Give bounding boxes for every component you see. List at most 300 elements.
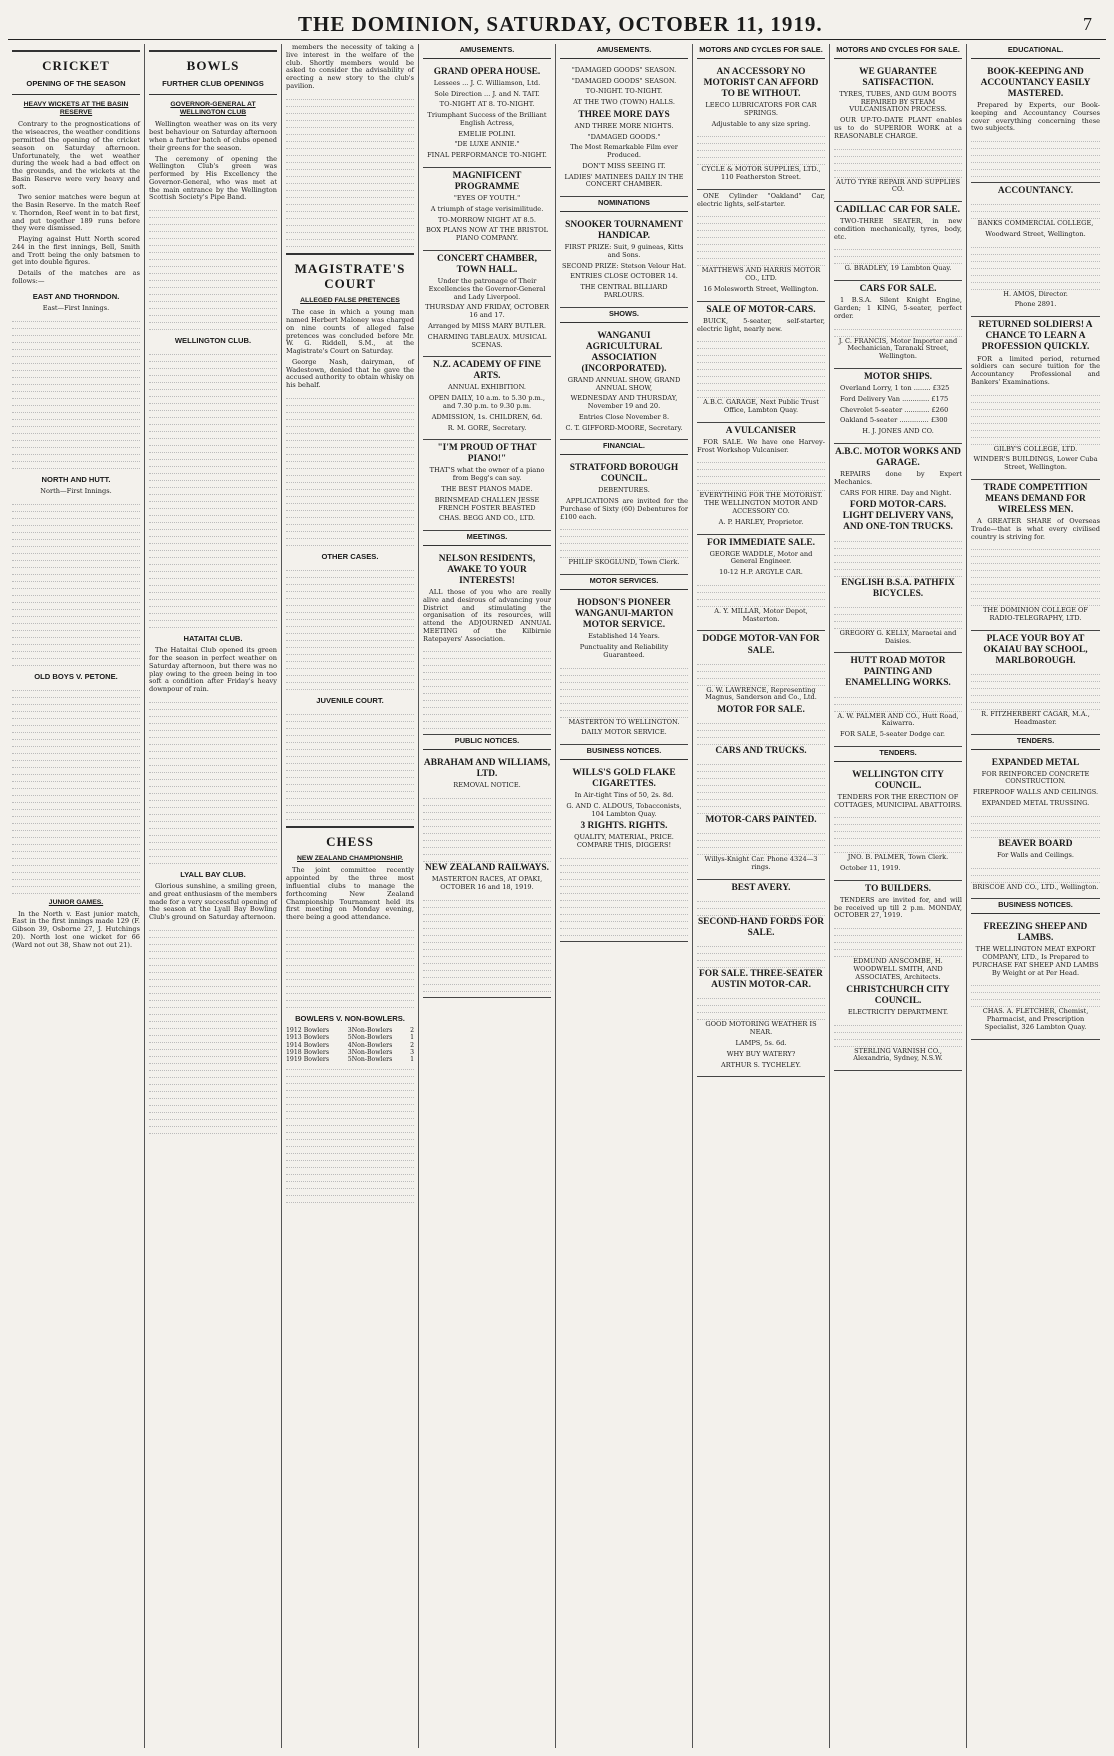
advertisement — [697, 423, 825, 535]
ad-line: 10-12 H.P. ARGYLE CAR. — [719, 568, 803, 577]
ad-title: MOTOR-CARS PAINTED. — [705, 815, 817, 826]
ad-line: Sole Direction ... J. and N. TAIT. — [434, 89, 540, 98]
ad-title: BOOK-KEEPING AND ACCOUNTANCY EASILY MASTERED. — [980, 66, 1091, 99]
ad-line: PHILIP SKOGLUND, Town Clerk. — [568, 558, 680, 567]
ad-line: J. C. FRANCIS, Motor Importer and Mechanician, Taranaki Street, Wellington. — [838, 336, 958, 361]
ad-line: H. J. JONES AND CO. — [862, 427, 934, 436]
ad-line: FINAL PERFORMANCE TO-NIGHT. — [427, 151, 547, 160]
ad-line: CARS FOR HIRE. Day and Night. — [840, 488, 952, 497]
ad-line: AT THE TWO (TOWN) HALLS. — [573, 98, 675, 107]
ad-line: A GREATER SHARE of Overseas Trade—that is what every civilised country is striving for. — [971, 517, 1100, 541]
column-amusements-2 — [556, 44, 693, 1748]
ad-line: A. P. HARLEY, Proprietor. — [718, 517, 804, 526]
table-cell: Non-Bowlers — [351, 1056, 393, 1064]
ad-title: SNOOKER TOURNAMENT HANDICAP. — [565, 219, 683, 242]
divider — [286, 826, 414, 828]
ad-body — [697, 759, 825, 814]
advertisement — [834, 881, 962, 1071]
column-header: MOTORS AND CYCLES FOR SALE. — [697, 44, 825, 59]
column-header: AMUSEMENTS. — [560, 44, 688, 59]
advertisement — [834, 653, 962, 747]
ad-line: WEDNESDAY AND THURSDAY, November 19 and 20. — [570, 394, 678, 411]
table-cell: Non-Bowlers — [351, 1034, 393, 1042]
ad-body — [697, 457, 825, 491]
scorecard — [12, 316, 140, 469]
ad-line: R. M. GORE, Secretary. — [447, 423, 527, 432]
ad-line: A. W. PALMER AND CO., Hutt Road, Kaiwarra. — [837, 711, 959, 728]
table-cell: 3 — [347, 1048, 352, 1056]
article-paragraph: The ceremony of opening the Wellington Club's green was performed by His Excellency the Governor-General, who was met at the main entrance by the Wellington Scottish Society's Pipe Band. — [149, 154, 277, 202]
ad-line: Entries Close November 8. — [578, 412, 670, 421]
ad-line: LADIES' MATINEES DAILY IN THE CONCERT CHAMBER. — [564, 172, 684, 189]
ad-line: CHAS. A. FLETCHER, Chemist, Pharmacist, and Prescription Specialist, 326 Lambton Quay. — [982, 1007, 1089, 1031]
advertisement — [560, 217, 688, 308]
table-cell: 1 — [410, 1056, 414, 1064]
advertisement — [697, 631, 825, 880]
ad-title: DODGE MOTOR-VAN FOR SALE. — [702, 634, 820, 656]
article-body — [286, 709, 414, 820]
subheadline: ALLEGED FALSE PRETENCES — [300, 297, 400, 305]
ad-title: WILLS'S GOLD FLAKE CIGARETTES. — [572, 767, 676, 789]
ad-body — [697, 659, 825, 686]
ad-body — [971, 811, 1100, 838]
ad-line: Phone 2891. — [1014, 300, 1057, 309]
ad-line: Chevrolet 5-seater ............ £260 — [840, 405, 949, 414]
ad-body — [834, 602, 962, 629]
page-number: 7 — [1083, 14, 1092, 34]
ad-line: "DE LUXE ANNIE." — [454, 140, 520, 149]
ad-title: PLACE YOUR BOY AT OKAIAU BAY SCHOOL, MARLBOROUGH. — [983, 633, 1088, 667]
ad-line: REMOVAL NOTICE. — [453, 781, 521, 790]
ad-title: SALE OF MOTOR-CARS. — [706, 304, 816, 315]
ad-body — [834, 536, 962, 577]
advertisement — [423, 64, 551, 168]
advertisement — [971, 317, 1100, 480]
table-cell: 5 — [347, 1034, 352, 1042]
column-motors-1 — [693, 44, 830, 1748]
advertisement — [697, 190, 825, 302]
ad-title: NEW ZEALAND RAILWAYS. — [425, 863, 549, 874]
ad-body — [697, 580, 825, 607]
ad-title: TO BUILDERS. — [865, 883, 931, 894]
ad-title: FREEZING SHEEP AND LAMBS. — [983, 922, 1088, 944]
advertisement — [834, 281, 962, 369]
subheadline: GOVERNOR-GENERAL AT WELLINGTON CLUB — [170, 101, 256, 117]
ad-line: Under the patronage of Their Excellencies the Governor-General and Lady Liverpool. — [428, 277, 546, 301]
ad-line: In Air-tight Tins of 50, 2s. 8d. — [574, 790, 674, 799]
ad-line: Punctuality and Reliability Guaranteed. — [579, 643, 669, 659]
ad-title: BEST AVERY. — [731, 882, 791, 893]
ad-body — [697, 336, 825, 398]
scorecard — [12, 685, 140, 894]
table-row — [286, 1049, 414, 1056]
ad-line: Adjustable to any size spring. — [711, 119, 811, 128]
ad-line: Overland Lorry, 1 ton ........ £325 — [840, 383, 950, 392]
ad-line: OUR UP-TO-DATE PLANT enables us to do SUPERIOR WORK at a REASONABLE CHARGE. — [834, 116, 962, 140]
ad-line: AND THREE MORE NIGHTS. — [574, 121, 674, 130]
headline: FURTHER CLUB OPENINGS — [162, 79, 264, 89]
ad-line: 1 B.S.A. Silent Knight Engine, Garden; 1 KING, 5-seater, perfect order. — [834, 296, 962, 320]
ad-line: DEBENTURES. — [598, 486, 650, 495]
court-subheading: JUVENILE COURT. — [316, 696, 384, 706]
advertisement — [971, 631, 1100, 735]
ad-title: A.B.C. MOTOR WORKS AND GARAGE. — [835, 446, 961, 468]
ad-line: BOX PLANS NOW AT THE BRISTOL PIANO COMPANY. — [425, 226, 549, 243]
match-title: EAST AND THORNDON. — [32, 291, 120, 301]
ad-line: A. Y. MILLAR, Motor Depot, Masterton. — [714, 606, 808, 623]
page-columns — [8, 44, 1106, 1748]
ad-line: MASTERTON TO WELLINGTON. — [568, 717, 680, 726]
ad-line: C. T. GIFFORD-MOORE, Secretary. — [565, 423, 683, 432]
ad-line: EXPANDED METAL TRUSSING. — [981, 798, 1090, 807]
article-paragraph: The Hataitai Club opened its green for the season in perfect weather on Saturday afternoon, but there was no play owing to the green being in too soft a condition after Friday's heavy downpour of rain. — [149, 646, 277, 694]
table-cell: 1913 Bowlers — [286, 1034, 330, 1042]
ad-line: BRINSMEAD CHALLEN JESSE FRENCH FOSTER BEASTED — [434, 495, 540, 512]
ad-title: CARS AND TRUCKS. — [715, 746, 807, 757]
ad-line: ARTHUR S. TYCHELEY. — [721, 1060, 801, 1069]
ad-title: CARS FOR SALE. — [859, 284, 937, 295]
ad-body — [971, 863, 1100, 883]
advertisement — [697, 64, 825, 190]
ad-line: GILBY'S COLLEGE, LTD. — [993, 444, 1078, 453]
article-paragraph: Details of the matches are as follows:— — [12, 269, 140, 286]
divider — [286, 253, 414, 255]
advertisement — [971, 480, 1100, 631]
ad-body — [834, 324, 962, 337]
scorecard — [12, 499, 140, 666]
subheadline: HEAVY WICKETS AT THE BASIN RESERVE — [23, 101, 129, 117]
column-header: TENDERS. — [834, 747, 962, 762]
column-bowls — [145, 44, 282, 1748]
ad-title: HUTT ROAD MOTOR PAINTING AND ENAMELLING WORKS. — [845, 656, 951, 689]
ad-line: CHARMING TABLEAUX. MUSICAL SCENAS. — [427, 332, 547, 349]
ad-body — [560, 524, 688, 558]
advertisement — [971, 755, 1100, 900]
article-paragraph: George Nash, dairyman, of Wadestown, denied that he gave the accused authority to obtain whisky on his behalf. — [286, 357, 414, 390]
ad-body — [697, 896, 825, 916]
ad-title: ENGLISH B.S.A. PATHFIX BICYCLES. — [841, 577, 955, 599]
ad-title: AN ACCESSORY NO MOTORIST CAN AFFORD TO BE WITHOUT. — [703, 66, 819, 99]
article-body — [286, 94, 414, 247]
ad-body — [971, 669, 1100, 710]
column-header: TENDERS. — [971, 735, 1100, 750]
ad-line: DON'T MISS SEEING IT. — [582, 161, 666, 170]
ad-title: SECOND-HAND FORDS FOR SALE. — [697, 917, 825, 939]
divider — [149, 50, 277, 52]
article-paragraph: Two senior matches were begun at the Basin Reserve. In the match Reef v. Thorndon, Reef went in to bat first, and put together 189 runs before they were dismissed. — [12, 193, 140, 233]
table-row — [286, 1034, 414, 1041]
table-cell: Non-Bowlers — [351, 1041, 393, 1049]
ad-line: ELECTRICITY DEPARTMENT. — [847, 1007, 949, 1016]
ad-line: October 11, 1919. — [840, 864, 901, 873]
advertisement — [834, 444, 962, 653]
ad-line: G. W. LAWRENCE, Representing Magnus, Sanderson and Co., Ltd. — [705, 685, 817, 702]
column-amusements-1 — [419, 44, 556, 1748]
ad-line: TENDERS FOR THE ERECTION OF COTTAGES, MUNICIPAL ABATTOIRS. — [834, 792, 963, 809]
column-header: FINANCIAL. — [560, 440, 688, 455]
section-title-bowls: BOWLS — [186, 58, 240, 73]
ad-line: CHAS. BEGG AND CO., LTD. — [439, 514, 535, 523]
divider — [12, 94, 140, 95]
ad-line: R. FITZHERBERT CAGAR, M.A., Headmaster. — [981, 710, 1090, 727]
article-paragraph: Wellington weather was on its very best behaviour on Saturday afternoon when a further batch of clubs opened their greens for the season. — [149, 120, 277, 152]
ad-line: "EYES OF YOUTH." — [453, 194, 521, 203]
ad-line: G. AND C. ALDOUS, Tobacconists, 104 Lambton Quay. — [566, 801, 682, 818]
ad-line: EMELIE POLINI. — [458, 129, 516, 138]
ad-line: Prepared by Experts, our Book-keeping and Accountancy Courses cover everything concerning these two subjects. — [971, 101, 1100, 133]
ad-body — [560, 853, 688, 936]
ad-title: TRADE COMPETITION MEANS DEMAND FOR WIRELESS MEN. — [983, 482, 1088, 516]
column-educational — [967, 44, 1104, 1748]
ad-body — [560, 663, 688, 718]
ad-line: "DAMAGED GOODS." — [587, 132, 661, 141]
innings-label: North—First Innings. — [40, 486, 112, 495]
ad-line: ONE Cylinder "Oakland" Car, electric lights, self-starter. — [697, 191, 825, 208]
column-cricket — [8, 44, 145, 1748]
ad-line: BUICK, 5-seater, self-starter, electric light, nearly new. — [697, 316, 825, 333]
table-cell: 1919 Bowlers — [286, 1056, 330, 1064]
ad-title: ACCOUNTANCY. — [997, 186, 1074, 197]
table-cell: 2 — [410, 1026, 414, 1034]
club-heading: WELLINGTON CLUB. — [174, 336, 252, 346]
chess-subheading: BOWLERS V. NON-BOWLERS. — [295, 1013, 405, 1023]
advertisement — [423, 755, 551, 998]
section-title-cricket: CRICKET — [42, 58, 110, 73]
ad-title: FOR IMMEDIATE SALE. — [707, 537, 815, 548]
table-cell: Non-Bowlers — [351, 1026, 393, 1034]
ad-line: SECOND PRIZE: Stetson Velour Hat. — [561, 261, 687, 270]
table-cell: 1914 Bowlers — [286, 1041, 330, 1049]
article-paragraph: Playing against Hutt North scored 244 in the first innings, Bell, Smith and Trott being the only batsmen to get into double figures. — [12, 235, 140, 267]
advertisement — [560, 64, 688, 198]
ad-line: FOR SALE, 5-seater Dodge car. — [840, 730, 945, 739]
ad-line: THE WELLINGTON MEAT EXPORT COMPANY, LTD., Is Prepared to PURCHASE FAT SHEEP AND LAMBS By Weight or at Per Head. — [972, 945, 1099, 977]
ad-line: MASTERTON RACES, AT OPAKI, OCTOBER 16 and 18, 1919. — [431, 875, 543, 891]
advertisement — [560, 328, 688, 441]
ad-line: Willys-Knight Car. Phone 4324—3 rings. — [704, 855, 818, 872]
article-paragraph: The joint committee recently appointed by the three most influential clubs to manage the forthcoming New Zealand Championship Tournament held its first meeting on Monday evening, there being a good attendance. — [286, 866, 414, 922]
ad-line: Ford Delivery Van ............. £175 — [840, 394, 949, 403]
ad-title: WE GUARANTEE SATISFACTION. — [859, 66, 937, 88]
table-cell: 1 — [410, 1034, 414, 1042]
table-cell: 5 — [347, 1056, 352, 1064]
article-body — [286, 1064, 414, 1203]
ad-line: TO-MORROW NIGHT AT 8.5. — [437, 215, 536, 224]
ad-line: THE DOMINION COLLEGE OF RADIO-TELEGRAPHY, LTD. — [983, 606, 1088, 623]
ad-title: GRAND OPERA HOUSE. — [433, 66, 541, 77]
court-subheading: OTHER CASES. — [321, 551, 379, 561]
article-body — [149, 697, 277, 864]
ad-line: The Most Remarkable Film ever Produced. — [570, 143, 678, 160]
article-body — [286, 925, 414, 1008]
column-header: MEETINGS. — [423, 531, 551, 546]
ad-body — [423, 793, 551, 862]
ad-line: TWO-THREE SEATER, in new condition mechanically, tyres, body, etc. — [834, 217, 962, 241]
ad-title: ABRAHAM AND WILLIAMS, LTD. — [423, 758, 551, 780]
ad-line: DAILY MOTOR SERVICE. — [581, 728, 667, 737]
ad-line: FOR a limited period, returned soldiers can secure tuition for the Accountancy Professional and Bankers' Examinations. — [971, 354, 1100, 386]
ad-title: THREE MORE DAYS — [578, 109, 670, 120]
advertisement — [971, 919, 1100, 1040]
ad-title: NELSON RESIDENTS, AWAKE TO YOUR INTERESTS! — [438, 553, 536, 586]
ad-title: RETURNED SOLDIERS! A CHANCE TO LEARN A PROFESSION QUICKLY. — [978, 320, 1093, 353]
ad-title: MAGNIFICENT PROGRAMME — [452, 170, 522, 193]
subheadline: JUNIOR GAMES. — [48, 898, 104, 906]
ad-body — [697, 211, 825, 266]
ad-line: EDMUND ANSCOMBE, H. WOODWELL SMITH, AND ASSOCIATES, Architects. — [853, 957, 943, 981]
ad-line: A.B.C. GARAGE, Next Public Trust Office, Lambton Quay. — [703, 398, 819, 415]
advertisement — [834, 64, 962, 202]
match-title: OLD BOYS V. PETONE. — [34, 671, 118, 681]
headline: OPENING OF THE SEASON — [26, 79, 126, 89]
ad-body — [697, 941, 825, 968]
ad-title: WELLINGTON CITY COUNCIL. — [852, 769, 944, 791]
ad-body — [423, 646, 551, 729]
ad-body — [834, 812, 962, 853]
column-header: SHOWS. — [560, 308, 688, 323]
table-row — [286, 1042, 414, 1049]
ad-line: ENTRIES CLOSE OCTOBER 14. — [570, 272, 678, 281]
ad-line: WHY BUY WATERY? — [726, 1049, 796, 1058]
ad-line: TENDERS are invited for, and will be received up till 2 p.m. MONDAY, OCTOBER 27, 1919. — [834, 895, 962, 920]
advertisement — [423, 551, 551, 736]
ad-line: MATTHEWS AND HARRIS MOTOR CO., LTD. — [701, 266, 821, 283]
ad-line: 16 Molesworth Street, Wellington. — [703, 284, 819, 293]
ad-body — [834, 1020, 962, 1047]
ad-line: CYCLE & MOTOR SUPPLIES, LTD., 110 Featherston Street. — [701, 165, 821, 182]
divider — [149, 94, 277, 95]
table-row — [286, 1056, 414, 1063]
article-paragraph: The case in which a young man named Herbert Maloney was charged on nine counts of alleged false pretences was concluded before Mr. W. G. Riddell, S.M., at the Magistrate's Court on Saturday. — [286, 308, 414, 356]
ad-line: WINDER'S BUILDINGS, Lower Cuba Street, Wellington. — [973, 455, 1098, 472]
advertisement — [560, 765, 688, 942]
innings-label: East—First Innings. — [42, 303, 110, 312]
divider — [12, 50, 140, 52]
ad-line: TYRES, TUBES, AND GUM BOOTS REPAIRED BY STEAM VULCANISATION PROCESS. — [839, 89, 957, 114]
article-paragraph: Contrary to the prognostications of the wiseacres, the weather conditions permitted the opening of the cricket season on Saturday afternoon. Unfortunately, the wet weather during the week had a bad effect on the grounds, and the wickets at the Basin Reserve were very heavy and soft. — [12, 120, 140, 191]
ad-line: TO-NIGHT AT 8. TO-NIGHT. — [439, 100, 535, 109]
table-cell: 3 — [410, 1048, 414, 1056]
ad-title: CONCERT CHAMBER, TOWN HALL. — [436, 253, 538, 276]
ad-line: FOR SALE. We have one Harvey-Frost Workshop Vulcaniser. — [697, 437, 825, 454]
advertisement — [697, 880, 825, 1077]
column-header: AMUSEMENTS. — [423, 44, 551, 59]
column-header: NOMINATIONS — [560, 197, 688, 212]
ad-body — [834, 144, 962, 178]
ad-body — [834, 692, 962, 712]
ad-line: REPAIRS done by Expert Mechanics. — [834, 470, 962, 486]
column-court-chess — [282, 44, 419, 1748]
ad-title: N.Z. ACADEMY OF FINE ARTS. — [433, 360, 541, 382]
ad-body — [834, 923, 962, 957]
ad-line: THAT'S what the owner of a piano from Begg's can say. — [429, 466, 545, 483]
ad-body — [971, 390, 1100, 445]
ad-line: THURSDAY AND FRIDAY, OCTOBER 16 and 17. — [425, 303, 549, 320]
advertisement — [697, 535, 825, 632]
advertisement — [423, 357, 551, 440]
table-cell: 3 — [347, 1026, 352, 1034]
ad-title: WANGANUI AGRICULTURAL ASSOCIATION (INCORPORATED). — [581, 330, 667, 374]
ad-line: "DAMAGED GOODS" SEASON. — [571, 65, 677, 74]
ad-body — [697, 993, 825, 1020]
advertisement — [560, 595, 688, 745]
advertisement — [423, 168, 551, 251]
article-body — [149, 925, 277, 1134]
section-title-court: MAGISTRATE'S COURT — [294, 260, 406, 291]
advertisement — [423, 440, 551, 531]
advertisement — [560, 460, 688, 575]
ad-title: BEAVER BOARD — [998, 838, 1073, 849]
advertisement — [971, 183, 1100, 317]
ad-title: A VULCANISER — [725, 425, 797, 436]
column-header: MOTOR SERVICES. — [560, 575, 688, 590]
ad-line: FOR REINFORCED CONCRETE CONSTRUCTION. — [981, 769, 1090, 786]
ad-line: LAMPS, 5s. 6d. — [735, 1038, 787, 1047]
ad-title: FOR SALE. THREE-SEATER AUSTIN MOTOR-CAR. — [699, 969, 823, 991]
ad-title: 3 RIGHTS. RIGHTS. — [580, 821, 668, 832]
club-heading: HATAITAI CLUB. — [183, 634, 243, 644]
ad-line: A triumph of stage verisimilitude. — [430, 204, 544, 213]
table-cell: 4 — [347, 1041, 352, 1049]
column-header: BUSINESS NOTICES. — [971, 899, 1100, 914]
advertisement — [423, 251, 551, 357]
ad-body — [971, 242, 1100, 290]
ad-body — [697, 828, 825, 855]
ad-line: Arranged by MISS MARY BUTLER. — [428, 321, 546, 330]
ad-line: JNO. B. PALMER, Town Clerk. — [847, 853, 949, 862]
ad-line: Established 14 Years. — [588, 632, 660, 641]
club-heading: LYALL BAY CLUB. — [180, 869, 246, 879]
ad-line: GREGORY G. KELLY, Maraetai and Daisies. — [839, 628, 957, 645]
column-header: PUBLIC NOTICES. — [423, 735, 551, 750]
ad-title: "I'M PROUD OF THAT PIANO!" — [437, 443, 537, 465]
subheadline: NEW ZEALAND CHAMPIONSHIP. — [297, 855, 403, 863]
ad-title: FORD MOTOR-CARS. LIGHT DELIVERY VANS, AND ONE-TON TRUCKS. — [842, 500, 954, 533]
ad-line: Lessees ... J. C. Williamson, Ltd. — [433, 78, 541, 87]
ad-line: "DAMAGED GOODS" SEASON. — [571, 76, 677, 85]
advertisement — [971, 64, 1100, 183]
ad-line: TO-NIGHT. TO-NIGHT. — [585, 87, 663, 96]
advertisement — [834, 202, 962, 281]
article-body — [149, 349, 277, 628]
article-paragraph: In the North v. East junior match, East in the first innings made 129 (F. Gibson 39, Osborne 27, J. Hutchings 20). North lost one wicket for 66 (Ward not out 38, Shaw not out 21). — [12, 909, 140, 949]
ad-line: LEECO LUBRICATORS FOR CAR SPRINGS. — [705, 101, 817, 117]
table-cell: 1918 Bowlers — [286, 1048, 330, 1056]
ad-line: EVERYTHING FOR THE MOTORIST. THE WELLINGTON MOTOR AND ACCESSORY CO. — [699, 491, 823, 515]
ad-line: AUTO TYRE REPAIR AND SUPPLIES CO. — [835, 177, 961, 194]
ad-line: ANNUAL EXHIBITION. — [447, 383, 527, 392]
article-paragraph: members the necessity of taking a live interest in the welfare of the club. Shortly members would be asked to consider the advisability of erecting a new story to the club's pavilion. — [286, 44, 414, 90]
article-body — [286, 393, 414, 546]
ad-body — [971, 199, 1100, 219]
masthead — [8, 6, 1106, 40]
ad-line: FIRST PRIZE: Suit, 9 guineas, Kitts and Sons. — [564, 243, 684, 259]
ad-line: GEORGE WADDLE, Motor and General Engineer. — [709, 549, 813, 566]
ad-line: BRISCOE AND CO., LTD., Wellington. — [972, 882, 1099, 891]
ad-body — [971, 980, 1100, 1007]
ad-line: Woodward Street, Wellington. — [985, 229, 1086, 238]
ad-body — [697, 718, 825, 745]
ad-line: QUALITY, MATERIAL, PRICE. COMPARE THIS, DIGGERS! — [574, 833, 674, 850]
ad-line: ADMISSION, 1s. CHILDREN, 6d. — [431, 412, 543, 421]
ad-line: APPLICATIONS are invited for the Purchase of Sixty (60) Debentures for £100 each. — [560, 497, 688, 521]
column-header: BUSINESS NOTICES. — [560, 745, 688, 760]
table-row — [286, 1027, 414, 1034]
ad-title: STRATFORD BOROUGH COUNCIL. — [569, 463, 679, 485]
article-paragraph: Glorious sunshine, a smiling green, and great enthusiasm of the members made for a very successful opening of the season at the Lyall Bay Bowling Club's ground on Saturday afternoon. — [149, 882, 277, 922]
ad-line: H. AMOS, Director. — [1003, 289, 1068, 298]
table-cell: Non-Bowlers — [351, 1048, 393, 1056]
